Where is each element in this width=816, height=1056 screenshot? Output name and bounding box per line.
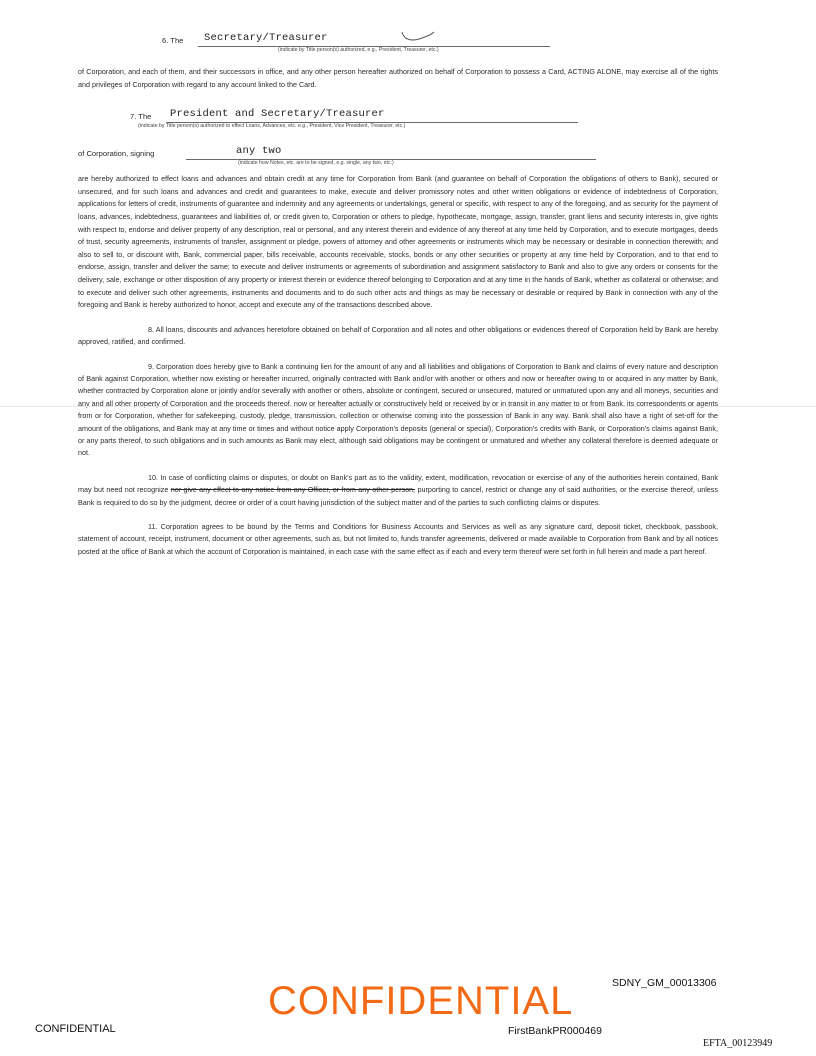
section-7-title-value: President and Secretary/Treasurer bbox=[170, 108, 385, 121]
section-7-body: are hereby authorized to effect loans and advances and obtain credit at any time for Corporation from Bank (and guarantee on behalf of Corporation the obligations of others to Bank), secured or unsecured, and for such loans and advances and credit and guarantees to make, execute and deliver promissory notes and other written obligations or evidence of indebtedness of Corporation, applications for letters of credit, instruments of guarantee and indemnity and any agreements or undertakings, general or specific, with respect to any of the foregoing, and as security for the payment of loans, advances, indebtedness, guarantees and liabilities of, or credit given to, Corporation or others to pledge, hypothecate, mortgage, assign, transfer, grant liens and security interests in, give rights with respect to, endorse and deliver property of any description, real or personal, and any interest therein and evidence of any thereof at any time held by Corporation, and to execute mortgages, deeds of trust, security agreements, instruments of transfer, assignment or pledge, powers of attorney and other agreements or instruments which may be necessary or desirable in connection therewith; and also to sell to, or discount with, Bank, commercial paper, bills receivable, accounts receivable, stocks, bonds or any other securities or property at any time held by Corporation, and to that end to endorse, assign, transfer and deliver the same; to execute and deliver instruments or agreements of subordination and assignment satisfactory to Bank and also to give any orders or consents for the delivery, sale, exchange or other disposition of any property or interest therein or evidence thereof belonging to Corporation and at any time in the hands of Bank, whether as collateral or otherwise; and to execute and deliver such other agreements, instruments and documents and to do such other acts and things as may be necessary or desirable or required by Bank in connection with any of the foregoing and Bank is hereby authorized to honor, accept and execute any of the transactions described above. bbox=[78, 174, 718, 310]
section-8-body: 8. All loans, discounts and advances heretofore obtained on behalf of Corporation and all notes and other obligations or evidences thereof of Corporation held by Bank are hereby approved, ratified, and confirmed. bbox=[78, 324, 718, 347]
section-7-signing-value: any two bbox=[236, 145, 282, 158]
confidential-stamp: CONFIDENTIAL bbox=[268, 979, 574, 1023]
scan-divider bbox=[0, 406, 816, 407]
section-9-body: 9. Corporation does hereby give to Bank a continuing lien for the amount of any and all liabilities and obligations of Corporation to Bank and claims of every nature and description of Bank against Corporation, whether now existing or hereafter incurred, originally contracted with Bank and/or with another or others and now or hereafter owing to or acquired in any matter by Bank, whether contracted by Corporation alone or jointly and/or severally with another or others, absolute or contingent, secured or unsecured, matured or unmatured upon any and all moneys, securities and any and all other property of Corporation and the proceeds thereof, now or hereafter actually or constructively held or received by or in transit in any matter to or from Bank, its correspondents or agents from or for Corporation, whether for safekeeping, custody, pledge, transmission, collection or otherwise coming into the possession of Bank in any way. Bank shall also have a right of set-off for the amount of the obligations, and Bank may at any time or times and without notice apply Corporation's deposits (general or special), Corporation's credits with Bank, or Corporation's claims against Bank, or any parts thereof, to such obligations and in such amounts as Bank may elect, although said obligations may be contingent or unmatured and whether any collateral therefore is deemed adequate or not. bbox=[78, 361, 718, 458]
section-7-title-hint: (indicate by Title person(s) authorized to effect Loans, Advances, etc. e.g., President, Vice President, Treasurer, etc.) bbox=[138, 123, 406, 130]
section-6-label: 6. The bbox=[162, 36, 184, 45]
section-10-struck-text: nor give any effect to any notice from any Officer, or from any other person, bbox=[170, 485, 416, 495]
section-6-title-row bbox=[78, 22, 718, 52]
section-6-body: of Corporation, and each of them, and their successors in office, and any other person hereafter authorized on behalf of Corporation to possess a Card, ACTING ALONE, may exercise all of the rights and privileges of Corporation with regard to any account linked to the Card. bbox=[78, 67, 718, 89]
confidential-footer-label: CONFIDENTIAL bbox=[35, 1023, 116, 1035]
bates-number-sdny: SDNY_GM_00013306 bbox=[612, 977, 717, 989]
section-6-title-hint: (indicate by Title person(s) authorized, e.g., President, Treasurer, etc.) bbox=[278, 47, 439, 53]
section-10-part-1: 10. In case of conflicting claims or disputes, or doubt on Bank's part as to the validity, extent, modification, revocation or exercise of any of the authorities herein contained, Bank may but need not recognize bbox=[78, 472, 718, 495]
section-7-label: 7. The bbox=[130, 112, 152, 122]
bates-number-firstbank: FirstBankPR000469 bbox=[508, 1025, 602, 1037]
section-6-title-value: Secretary/Treasurer bbox=[204, 32, 328, 44]
section-10-body bbox=[78, 472, 718, 509]
section-7-signing-label: of Corporation, signing bbox=[78, 149, 155, 159]
section-10-part-2: purporting to cancel, restrict or change any of said authorities, or the exercise thereof, unless Bank is required to do so by the judgment, decree or order of a court having jurisdiction of the subject matter and of the parties to such conflicting claims or disputes. bbox=[78, 485, 718, 507]
section-7-signing-row bbox=[78, 139, 718, 169]
section-7-signing-hint: (indicate how Notes, etc. are to be signed, e.g. single, any two, etc.) bbox=[238, 160, 394, 167]
document-body bbox=[78, 22, 718, 558]
section-7-title-row bbox=[78, 103, 718, 133]
section-11-body: 11. Corporation agrees to be bound by the Terms and Conditions for Business Accounts and Services as well as any signature card, deposit ticket, checkbook, passbook, statement of account, receipt, instrument, document or other agreements, such as, but not limited to, funds transfer agreements, delivered or made available to Corporation from Bank and by all notices posted at the office of Bank at which the account of Corporation is maintained, in each case with the same effect as if each and every term thereof were set forth in full herein and made a part hereof. bbox=[78, 522, 718, 556]
efta-number: EFTA_00123949 bbox=[703, 1038, 773, 1049]
